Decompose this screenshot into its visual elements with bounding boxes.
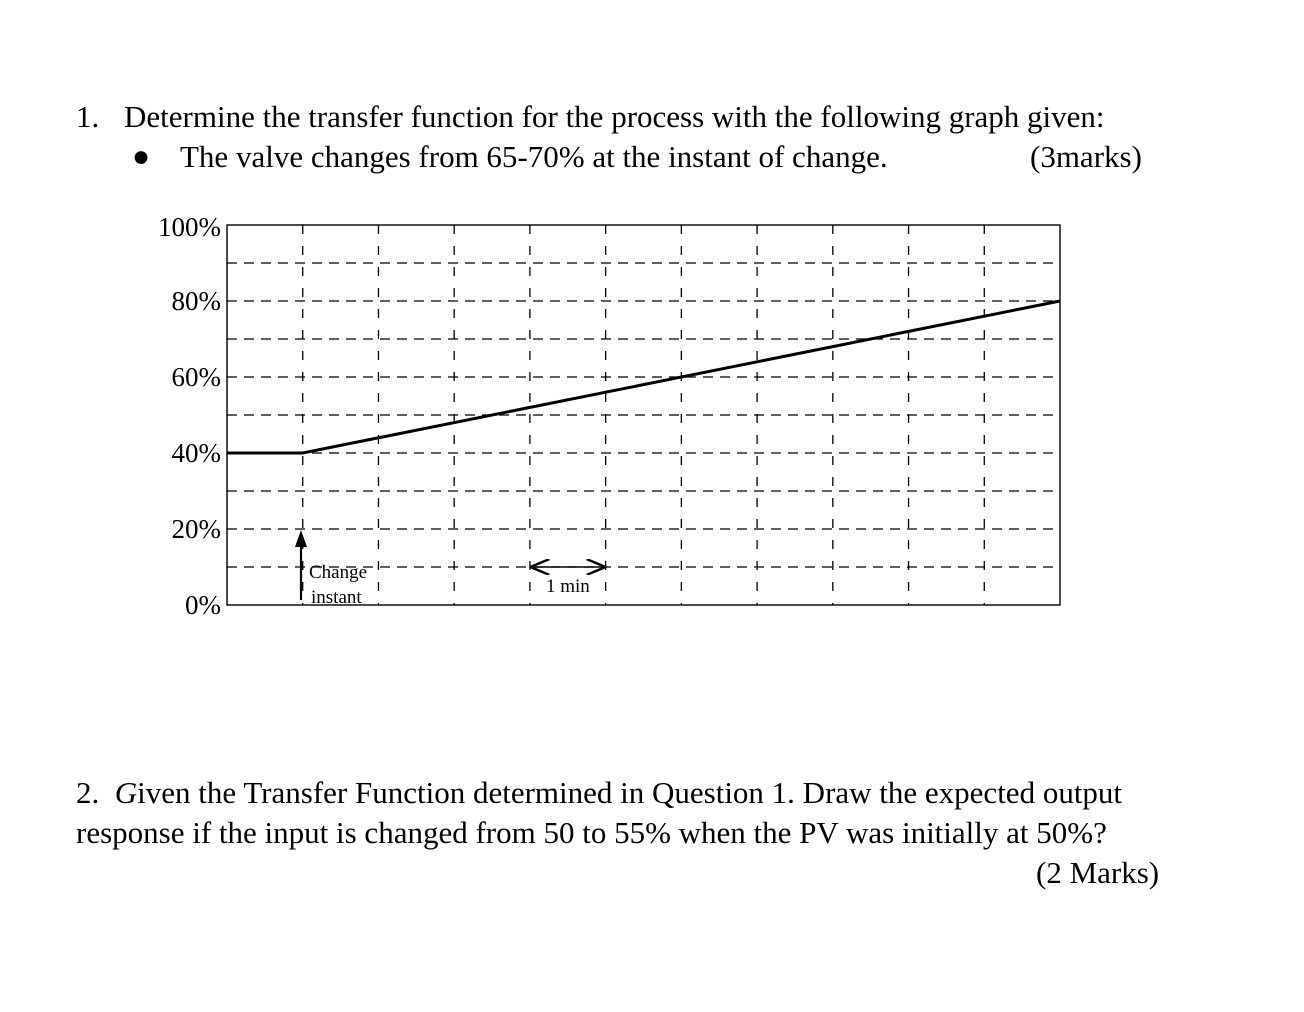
chart-annotations [295, 530, 604, 608]
question-1-bullet-text: The valve changes from 65-70% at the instant of change. [180, 139, 888, 174]
y-tick-label: 40% [171, 438, 221, 468]
question-1-number: 1. [76, 99, 100, 134]
change-instant-label-line2: instant [311, 587, 362, 608]
question-2-line-1-rest: iven the Transfer Function determined in Question 1. Draw the expected output [137, 775, 1123, 810]
bullet-icon: ● [132, 140, 151, 173]
y-tick-label: 20% [171, 514, 221, 544]
y-tick-labels [158, 212, 221, 620]
y-tick-label: 100% [158, 212, 221, 242]
question-2-marks: (2 Marks) [1036, 855, 1160, 890]
question-1-text: Determine the transfer function for the process with the following graph given: [124, 99, 1105, 134]
y-tick-label: 60% [171, 362, 221, 392]
question-2-italic-g: G [114, 775, 138, 810]
y-tick-label: 80% [171, 286, 221, 316]
one-minute-scale-label: 1 min [546, 576, 590, 597]
arrowhead-up-icon [295, 530, 307, 547]
question-2-line-1 [76, 777, 1122, 808]
change-instant-label-line1: Change [309, 562, 368, 583]
chart-grid [227, 225, 1060, 605]
question-2-line-2: response if the input is changed from 50 to 55% when the PV was initially at 50%? [76, 815, 1107, 850]
question-1-marks: (3marks) [1030, 139, 1142, 174]
question-2-number: 2. [76, 775, 100, 810]
y-tick-label: 0% [185, 590, 221, 620]
